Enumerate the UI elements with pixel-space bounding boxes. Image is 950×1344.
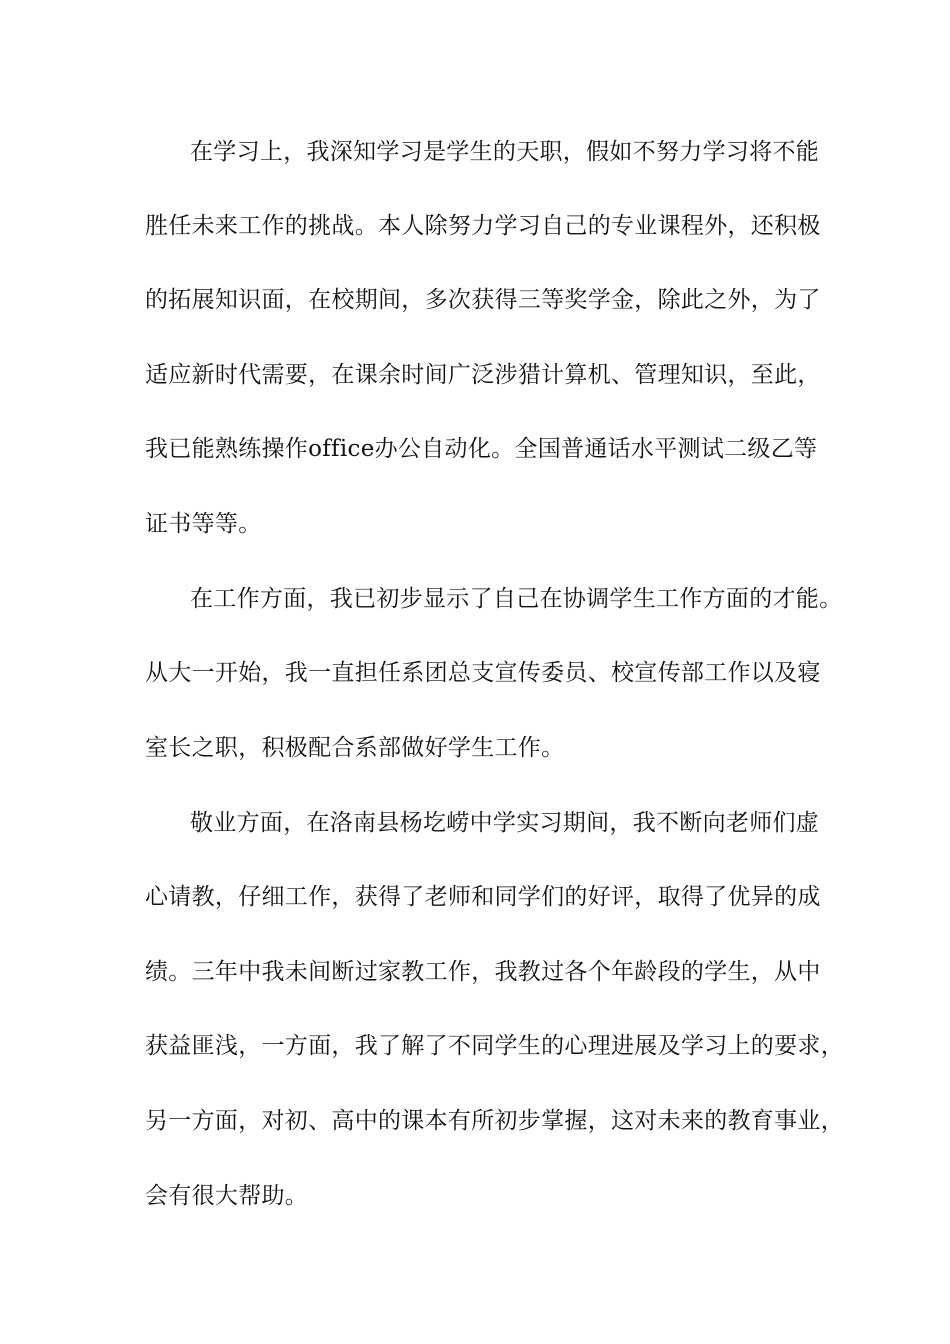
- paragraph-3-line-4: 获益匪浅，一方面，我了解了不同学生的心理进展及学习上的要求，: [145, 1033, 844, 1059]
- paragraph-1-line-2: 胜任未来工作的挑战。本人除努力学习自己的专业课程外，还积极: [145, 213, 821, 239]
- paragraph-1-line-4: 适应新时代需要，在课余时间广泛涉猎计算机、管理知识，至此，: [145, 362, 821, 388]
- paragraph-3-line-6: 会有很大帮助。: [145, 1183, 309, 1209]
- paragraph-3-line-1: 敬业方面，在洛南县杨圪崂中学实习期间，我不断向老师们虚: [190, 810, 820, 836]
- paragraph-3-line-2: 心请教，仔细工作，获得了老师和同学们的好评，取得了优异的成: [145, 884, 821, 910]
- paragraph-1-line-6: 证书等等。: [145, 511, 262, 537]
- paragraph-3-line-5: 另一方面，对初、高中的课本有所初步掌握，这对未来的教育事业，: [145, 1108, 844, 1134]
- paragraph-1-line-5: 我已能熟练操作office办公自动化。全国普通话水平测试二级乙等: [145, 436, 818, 462]
- paragraph-2-line-1: 在工作方面，我已初步显示了自己在协调学生工作方面的才能。: [190, 586, 843, 612]
- paragraph-2-line-2: 从大一开始，我一直担任系团总支宣传委员、校宣传部工作以及寝: [145, 660, 821, 686]
- paragraph-3-line-3: 绩。三年中我未间断过家教工作，我教过各个年龄段的学生，从中: [145, 959, 821, 985]
- paragraph-2-line-3: 室长之职，积极配合系部做好学生工作。: [145, 735, 565, 761]
- paragraph-1-line-1: 在学习上，我深知学习是学生的天职，假如不努力学习将不能: [190, 139, 820, 165]
- paragraph-1-line-3: 的拓展知识面，在校期间，多次获得三等奖学金，除此之外，为了: [145, 287, 821, 313]
